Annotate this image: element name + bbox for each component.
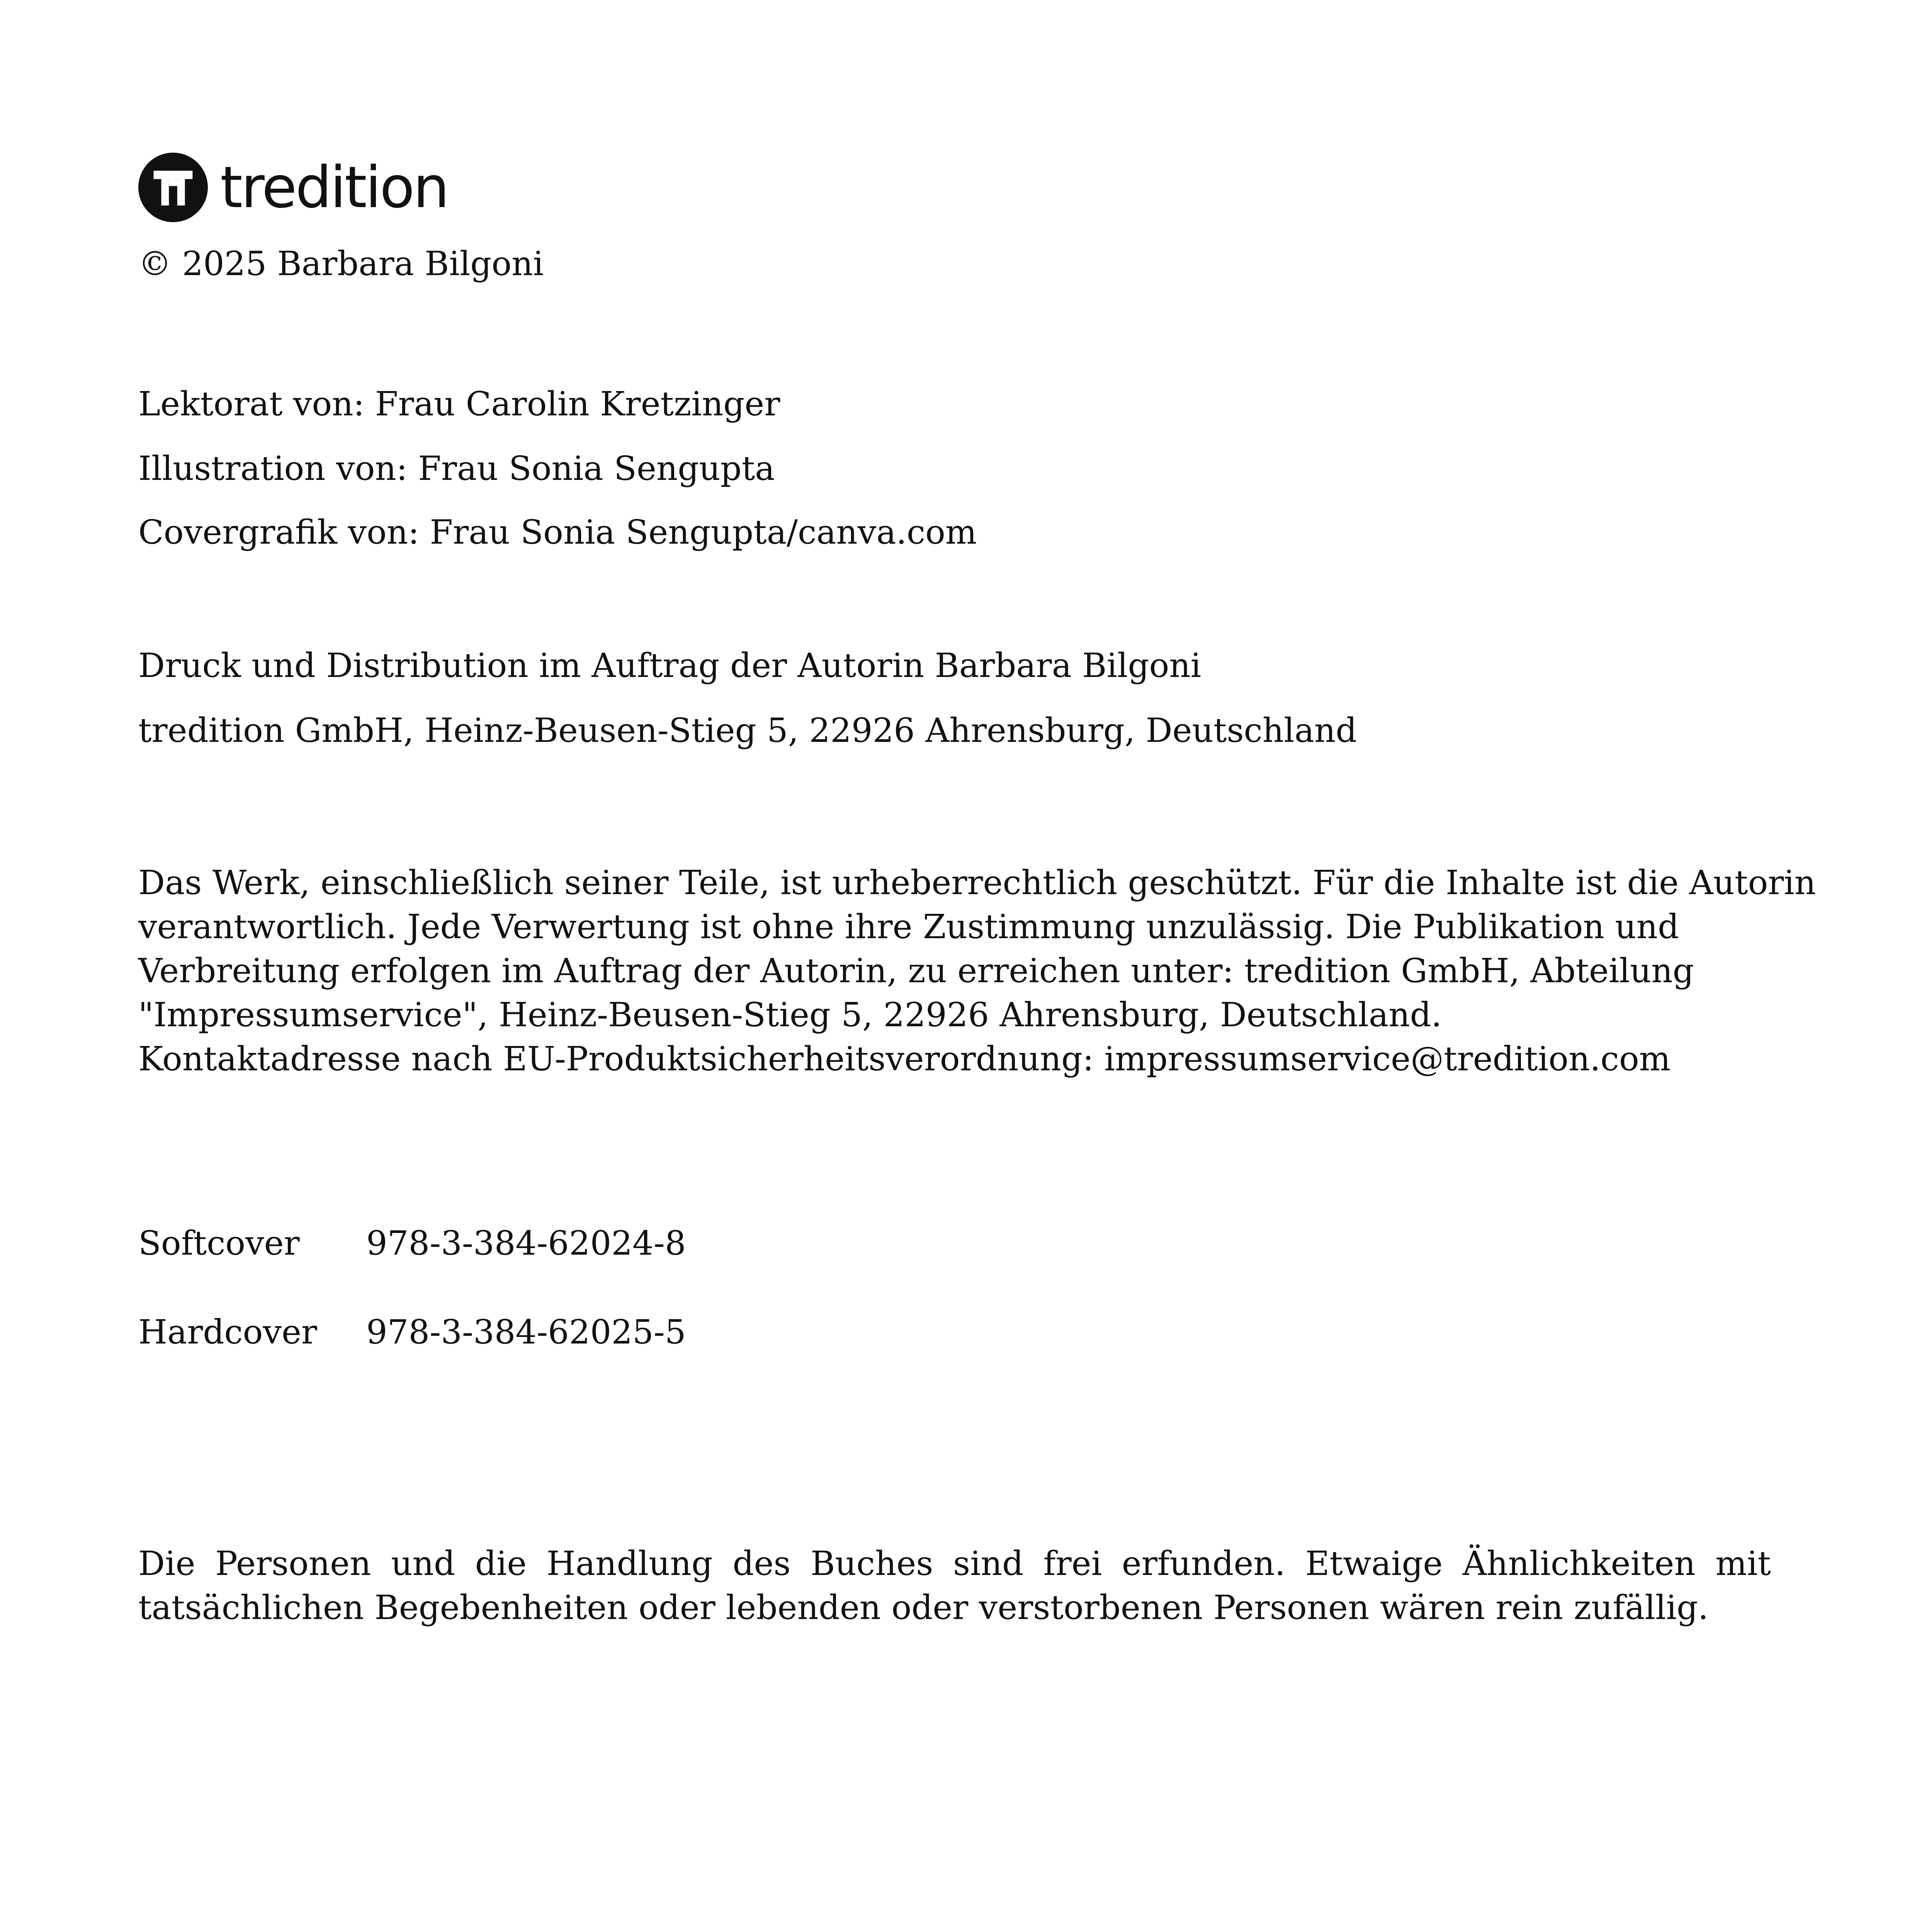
- isbn-hardcover: [138, 1313, 686, 1352]
- legal-notice: [138, 861, 1816, 1081]
- fiction-disclaimer: [138, 1542, 1771, 1630]
- isbn-value: 978-3-384-62025-5: [366, 1313, 686, 1352]
- isbn-value: 978-3-384-62024-8: [366, 1224, 686, 1263]
- legal-line: verantwortlich. Jede Verwertung ist ohne ihre Zustimmung unzulässig. Die Publikation und: [138, 908, 1679, 946]
- isbn-label: Hardcover: [138, 1313, 317, 1352]
- legal-line: Kontaktadresse nach EU-Produktsicherheitsverordnung: impressumservice@tredition.com: [138, 1040, 1671, 1078]
- copyright-line: © 2025 Barbara Bilgoni: [138, 245, 544, 283]
- isbn-softcover: [138, 1224, 686, 1263]
- tredition-t-icon: [138, 153, 208, 222]
- disclaimer-line: Die Personen und die Handlung des Buches sind frei erfunden. Etwaige Ähnlichkeiten mit: [138, 1544, 1771, 1583]
- credit-editor: Lektorat von: Frau Carolin Kretzinger: [138, 385, 780, 423]
- print-commission: Druck und Distribution im Auftrag der Autorin Barbara Bilgoni: [138, 646, 1202, 685]
- credit-cover: Covergrafik von: Frau Sonia Sengupta/canva.com: [138, 513, 977, 552]
- publisher-logo: [138, 153, 448, 222]
- legal-line: Das Werk, einschließlich seiner Teile, ist urheberrechtlich geschützt. Für die Inhalte ist die Autorin: [138, 864, 1816, 902]
- legal-line: Verbreitung erfolgen im Auftrag der Autorin, zu erreichen unter: tredition GmbH, Abteilung: [138, 952, 1694, 990]
- credit-illustration: Illustration von: Frau Sonia Sengupta: [138, 449, 775, 488]
- legal-line: "Impressumservice", Heinz-Beusen-Stieg 5, 22926 Ahrensburg, Deutschland.: [138, 996, 1442, 1034]
- publisher-name: tredition: [220, 154, 448, 221]
- publisher-address: tredition GmbH, Heinz-Beusen-Stieg 5, 22926 Ahrensburg, Deutschland: [138, 711, 1357, 750]
- disclaimer-line: tatsächlichen Begebenheiten oder lebenden oder verstorbenen Personen wären rein zufällig.: [138, 1588, 1709, 1627]
- isbn-label: Softcover: [138, 1224, 300, 1263]
